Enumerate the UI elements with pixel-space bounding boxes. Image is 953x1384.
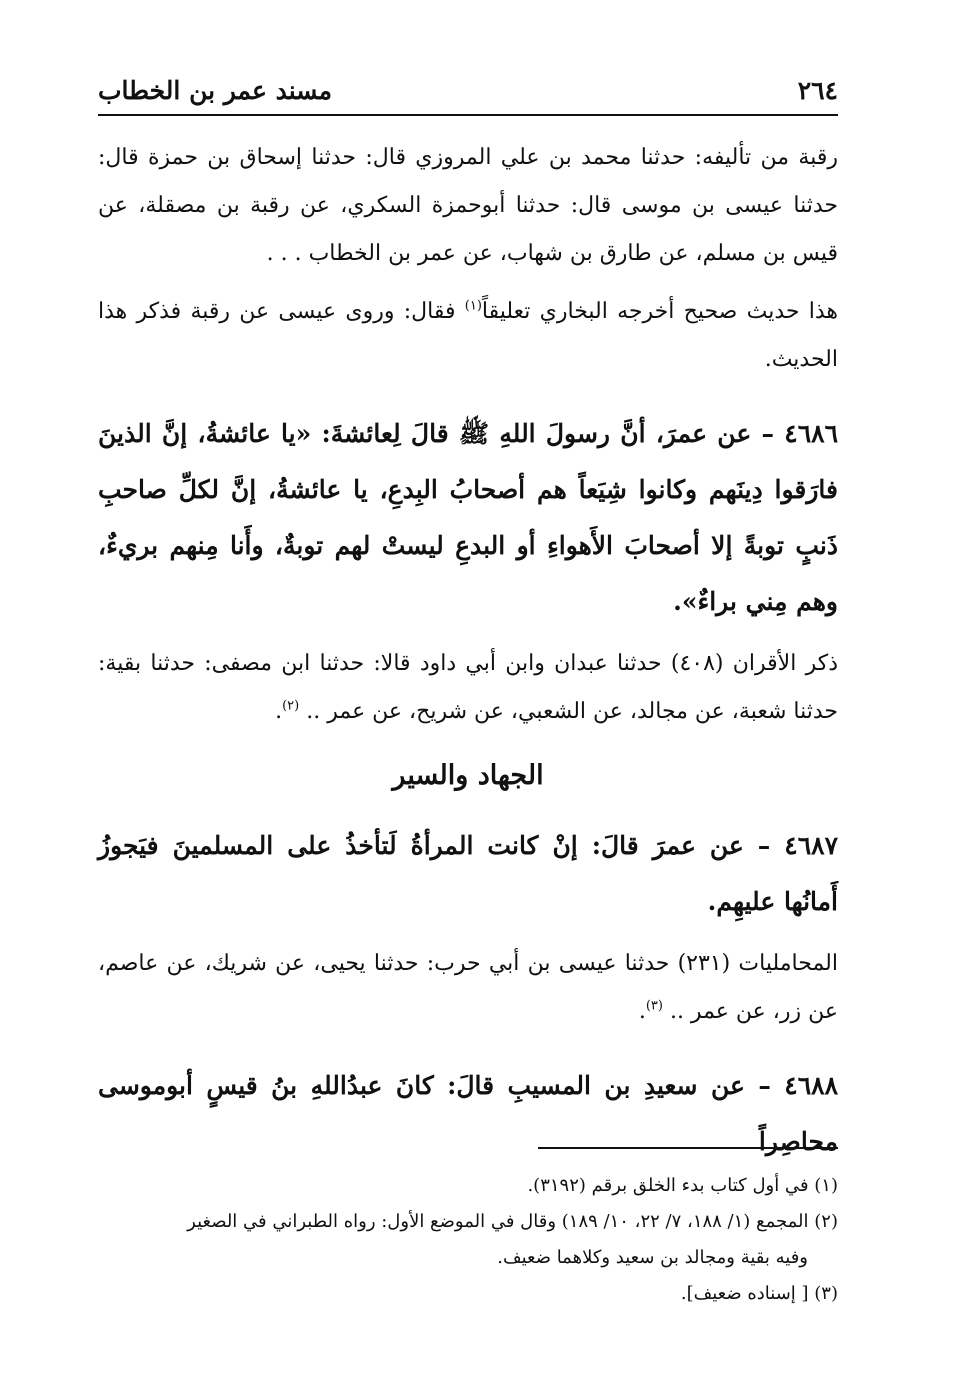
running-title: مسند عمر بن الخطاب (98, 76, 332, 105)
hadith-4686-source-end: . (275, 699, 283, 724)
section-heading: الجهاد والسير (392, 760, 544, 791)
intro-isnad: رقبة من تأليفه: حدثنا محمد بن علي المروزي قال: حدثنا إسحاق بن حمزة قال: حدثنا عيسى بن موسى قال: حدثنا أبوحمزة السكري، عن رقبة بن مصقلة، عن قيس بن مسلم، عن طارق بن شهاب، عن عمر بن الخطاب . . . (98, 145, 838, 266)
intro-grade-text: هذا حديث صحيح أخرجه البخاري تعليقاً (481, 299, 838, 324)
footnote-marker-2[interactable]: (٢) (282, 698, 300, 714)
footnotes (98, 1168, 838, 1312)
page-body (98, 134, 838, 1170)
footnote-1: (١) في أول كتاب بدء الخلق برقم (٣١٩٢). (527, 1175, 838, 1196)
hadith-4687-source-end: . (638, 999, 646, 1024)
hadith-4686-text: ٤٦٨٦ – عن عمرَ، أنَّ رسولَ اللهِ ﷺ قالَ لِعائشةَ: «يا عائشةُ، إنَّ الذينَ فارَقوا دِينَهم وكانوا شِيَعاً هم أصحابُ البِدعِ، يا عائشةُ، إنَّ لكلِّ صاحبِ ذَنبٍ توبةً إلا أصحابَ الأَهواءِ أو البدعِ ليستْ لهم توبةٌ، وأَنا مِنهم بريءٌ، وهم مِني براءٌ». (98, 419, 838, 616)
footnote-marker-1[interactable]: (١) (464, 298, 482, 314)
header-rule (98, 114, 838, 116)
footnote-2: (٢) المجمع (١/ ١٨٨، ٧/ ٢٢، ١٠/ ١٨٩) وقال في الموضع الأول: رواه الطبراني في الصغير (187, 1211, 838, 1232)
page-header (98, 70, 838, 110)
hadith-4686-source-text: ذكر الأقران (٤٠٨) حدثنا عبدان وابن أبي داود قالا: حدثنا ابن مصفى: حدثنا بقية: حدثنا شعبة، عن مجالد، عن الشعبي، عن شريح، عن عمر .. (98, 651, 838, 724)
footnote-marker-3[interactable]: (٣) (645, 998, 663, 1014)
hadith-4688-text: ٤٦٨٨ – عن سعيدِ بن المسيبِ قالَ: كانَ عبدُاللهِ بنُ قيسٍ أبوموسى محاصِراً (98, 1071, 838, 1156)
intro-grade-rest: فقال: وروى عيسى عن رقبة فذكر هذا الحديث. (98, 299, 838, 372)
page-number: ٢٦٤ (797, 76, 838, 105)
hadith-4687-source (98, 940, 838, 1036)
footnote-rule (538, 1147, 838, 1149)
hadith-4687-source-text: المحامليات (٢٣١) حدثنا عيسى بن أبي حرب: حدثنا يحيى، عن شريك، عن عاصم، عن زر، عن عمر .. (98, 951, 838, 1024)
hadith-4686-source (98, 640, 838, 736)
footnote-2-continuation: وفيه بقية ومجالد بن سعيد وكلاهما ضعيف. (497, 1247, 808, 1268)
hadith-4687-text: ٤٦٨٧ – عن عمرَ قالَ: إنْ كانت المرأةُ لَتأخذُ على المسلمينَ فيَجوزُ أَمانُها عليهِم. (98, 831, 838, 916)
page (98, 70, 838, 1304)
footnote-3: (٣) [ إسناده ضعيف]. (680, 1283, 838, 1304)
intro-grade (98, 288, 838, 384)
